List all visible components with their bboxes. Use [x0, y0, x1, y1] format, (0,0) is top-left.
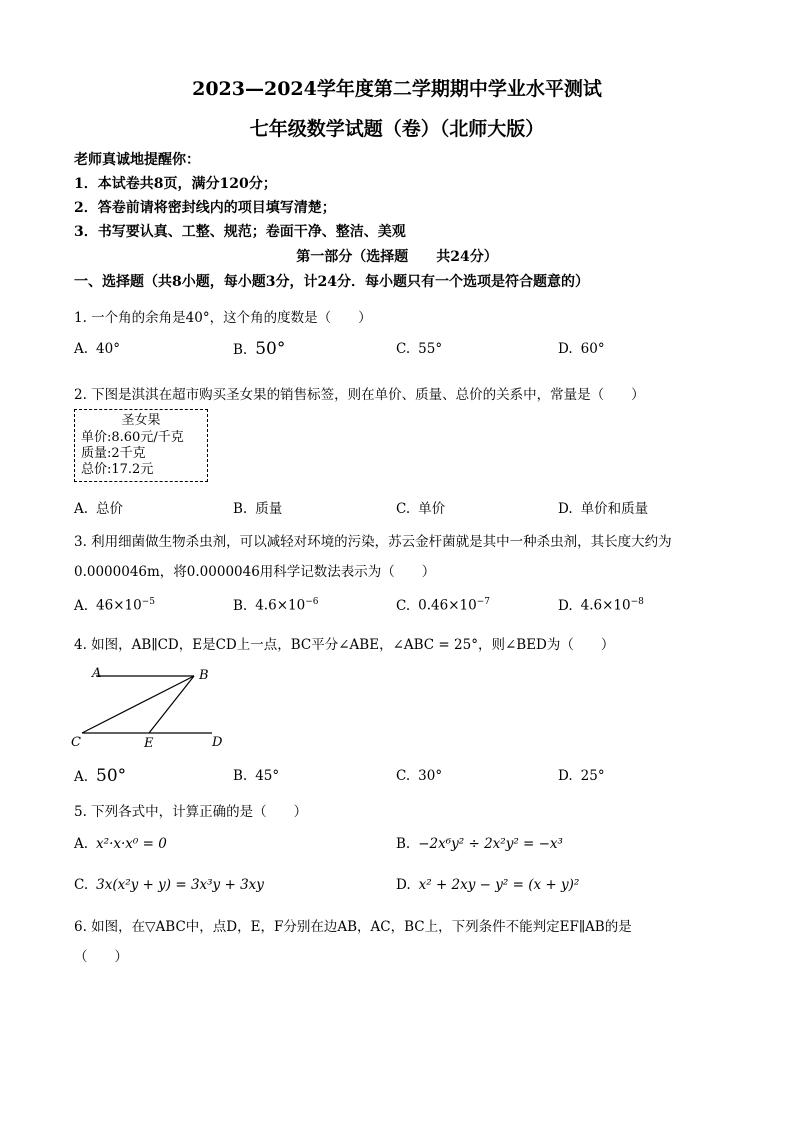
label-c: C — [71, 735, 81, 750]
notice-item-2: 2．答卷前请将密封线内的项目填写清楚； — [74, 200, 336, 216]
part1-title: 第一部分（选择题 共24分） — [296, 249, 498, 265]
notice-item-1: 1．本试卷共8页，满分120分； — [74, 176, 277, 192]
segment-bc — [82, 676, 194, 733]
q4-option-b: B. 45° — [233, 768, 280, 784]
question-6-stem-2: （ ） — [74, 949, 128, 965]
q5-option-b: B. −2x⁶y² ÷ 2x²y² = −x³ — [396, 836, 563, 852]
question-1-stem: 1. 一个角的余角是40°，这个角的度数是（ ） — [74, 310, 372, 326]
q5-option-d: D. x² + 2xy − y² = (x + y)² — [396, 877, 580, 893]
label-b: B — [199, 668, 209, 683]
label-e: E — [144, 736, 154, 751]
question-2-stem: 2. 下图是淇淇在超市购买圣女果的销售标签，则在单价、质量、总价的关系中，常量是（ ） — [74, 387, 645, 403]
q1-option-a: A. 40° — [74, 341, 120, 357]
q1-option-b: B. 50° — [233, 339, 286, 359]
q5-option-c: C. 3x(x²y + y) = 3x³y + 3xy — [74, 877, 264, 893]
q3-option-d: D. $4.6\times 10^{-8}$ — [558, 597, 644, 614]
price-tag-total: 总价:17.2元 — [81, 462, 154, 477]
q3-option-a: A. $46\times 10^{-5}$ — [74, 597, 155, 614]
q4-option-c: C. 30° — [396, 768, 443, 784]
label-a: A — [92, 666, 102, 681]
q4-option-d: D. 25° — [558, 768, 605, 784]
q2-option-a: A. 总价 — [74, 501, 124, 517]
price-tag-weight: 质量:2千克 — [81, 446, 146, 461]
price-tag — [74, 409, 208, 482]
segment-be — [149, 676, 194, 733]
q4-option-a: A. 50° — [74, 766, 127, 786]
question-5-stem: 5. 下列各式中，计算正确的是（ ） — [74, 804, 308, 820]
q2-option-c: C. 单价 — [396, 501, 446, 517]
q2-option-b: B. 质量 — [233, 501, 283, 517]
question-6-stem: 6. 如图，在▽ABC中，点D，E，F分别在边AB，AC，BC上，下列条件不能判定EF∥AB的是 — [74, 919, 632, 935]
q1-option-d: D. 60° — [558, 341, 605, 357]
price-tag-name: 圣女果 — [121, 413, 161, 428]
question-3-stem-2: 0.0000046m，将0.0000046用科学记数法表示为（ ） — [74, 564, 436, 580]
q2-option-d: D. 单价和质量 — [558, 501, 649, 517]
notice-heading: 老师真诚地提醒你： — [74, 152, 200, 168]
question-4-stem: 4. 如图，AB∥CD，E是CD上一点，BC平分∠ABE，∠ABC = 25°，则∠BED为（ ） — [74, 637, 615, 653]
parallel-lines-figure — [66, 664, 236, 754]
q5-option-a: A. x²·x·x⁰ = 0 — [74, 836, 167, 852]
question-3-stem: 3. 利用细菌做生物杀虫剂，可以减轻对环境的污染，苏云金杆菌就是其中一种杀虫剂，其长度大约为 — [74, 534, 672, 550]
section-title: 一、选择题（共8小题，每小题3分，计24分．每小题只有一个选项是符合题意的） — [74, 274, 589, 290]
price-tag-unit-price: 单价:8.60元/千克 — [81, 430, 184, 445]
q3-option-b: B. $4.6\times 10^{-6}$ — [233, 597, 319, 614]
q1-option-c: C. 55° — [396, 341, 443, 357]
exam-title: 2023—2024学年度第二学期期中学业水平测试 — [192, 78, 602, 100]
q3-option-c: C. $0.46\times 10^{-7}$ — [396, 597, 490, 614]
exam-subtitle: 七年级数学试题（卷）（北师大版） — [249, 118, 545, 140]
label-d: D — [212, 735, 223, 750]
notice-item-3: 3．书写要认真、工整、规范；卷面干净、整洁、美观 — [74, 224, 406, 240]
